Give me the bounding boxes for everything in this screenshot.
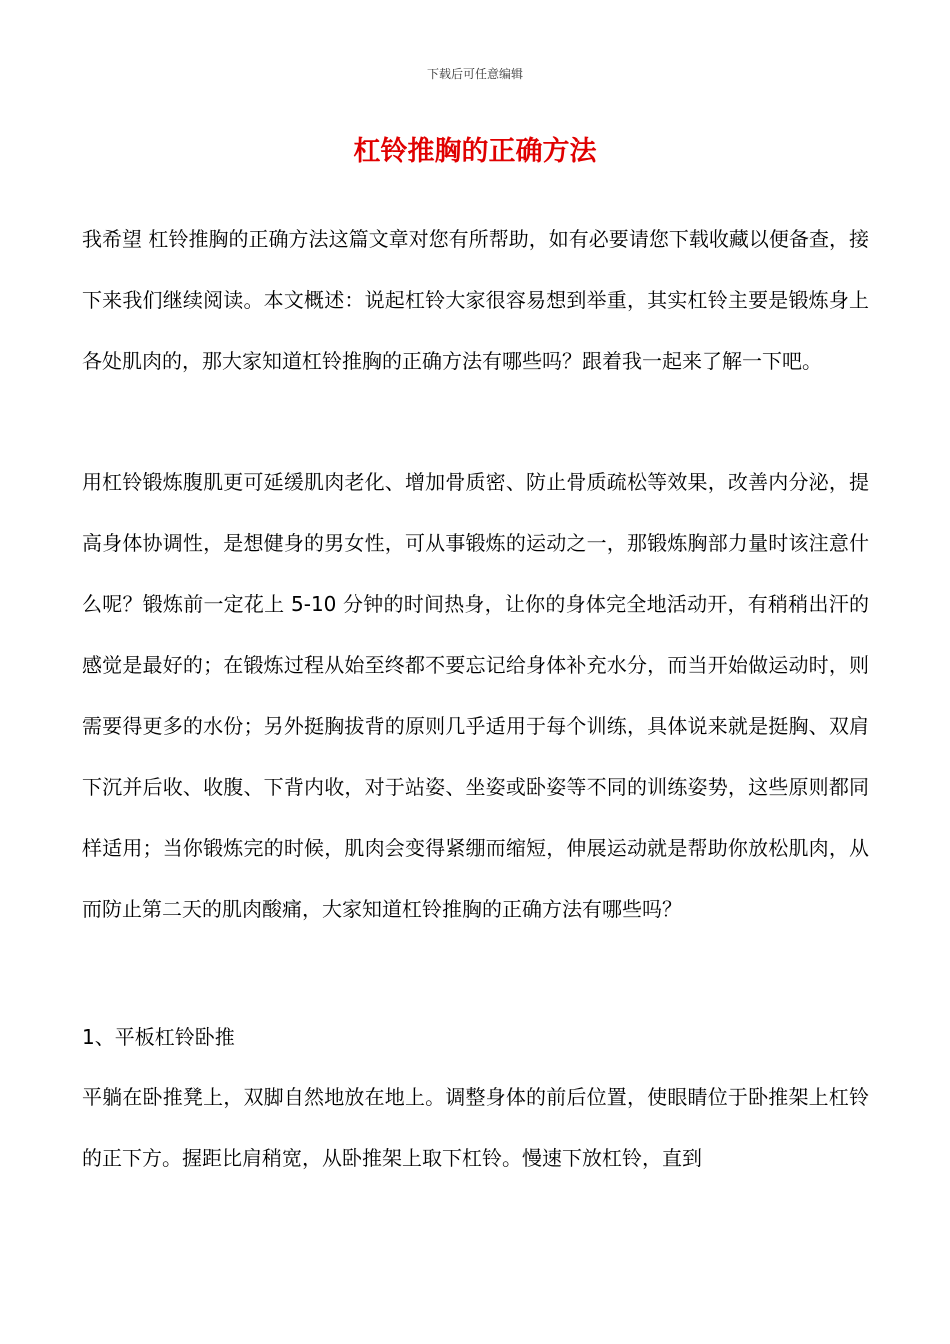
body-paragraph: 用杠铃锻炼腹肌更可延缓肌肉老化、增加骨质密、防止骨质疏松等效果，改善内分泌，提高身体协调性，是想健身的男女性，可从事锻炼的运动之一，那锻炼胸部力量时该注意什么呢？锻炼前一定花上 5-10 分钟的时间热身，让你的身体完全地活动开，有稍稍出汗的感觉是最好的；在锻炼过程从始至终都不要忘记给身体补充水分，而当开始做运动时，则需要得更多的水份；另外挺胸拔背的原则几乎适用于每个训练，具体说来就是挺胸、双肩下沉并后收、收腹、下背内收，对于站姿、坐姿或卧姿等不同的训练姿势，这些原则都同样适用；当你锻炼完的时候，肌肉会变得紧绷而缩短，伸展运动就是帮助你放松肌肉，从而防止第二天的肌肉酸痛，大家知道杠铃推胸的正确方法有哪些吗？ [82, 470, 869, 921]
section-paragraph: 平躺在卧推凳上，双脚自然地放在地上。调整身体的前后位置，使眼睛位于卧推架上杠铃的正下方。握距比肩稍宽，从卧推架上取下杠铃。慢速下放杠铃，直到 [82, 1085, 869, 1170]
header-note: 下载后可任意编辑 [426, 67, 523, 81]
section-heading: 1、平板杠铃卧推 [82, 1025, 235, 1049]
document-title: 杠铃推胸的正确方法 [353, 136, 597, 167]
intro-paragraph: 我希望 杠铃推胸的正确方法这篇文章对您有所帮助，如有必要请您下载收藏以便备查，接下来我们继续阅读。本文概述：说起杠铃大家很容易想到举重，其实杠铃主要是锻炼身上各处肌肉的，那大家知道杠铃推胸的正确方法有哪些吗？跟着我一起来了解一下吧。 [82, 227, 869, 373]
